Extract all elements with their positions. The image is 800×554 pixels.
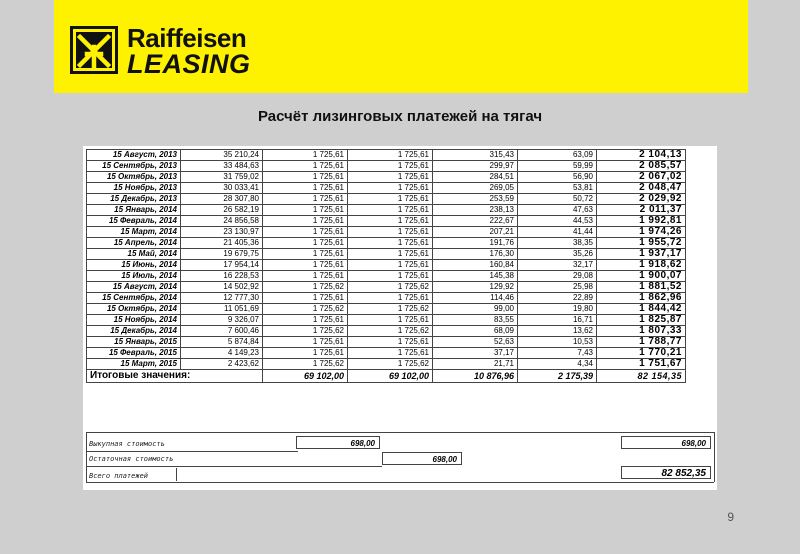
table-cell: 33 484,63	[181, 161, 263, 172]
buyout-rule	[86, 451, 298, 452]
totals-label: Итоговые значения:	[87, 370, 263, 383]
table-cell: 2 029,92	[597, 194, 686, 205]
payment-date-cell: 15 Октябрь, 2014	[87, 304, 181, 315]
table-cell: 207,21	[433, 227, 518, 238]
payment-date-cell: 15 Январь, 2015	[87, 337, 181, 348]
summary-right-rule	[714, 432, 715, 482]
residual-rule	[86, 466, 382, 467]
residual-label: Остаточная стоимость	[89, 455, 174, 463]
table-cell: 1 725,61	[348, 337, 433, 348]
payment-date-cell: 15 Март, 2015	[87, 359, 181, 370]
payment-date-cell: 15 Июль, 2014	[87, 271, 181, 282]
table-cell: 10,53	[518, 337, 597, 348]
table-cell: 1 725,61	[263, 260, 348, 271]
totals-c4: 10 876,96	[433, 370, 518, 383]
table-cell: 299,97	[433, 161, 518, 172]
table-cell: 1 725,61	[263, 161, 348, 172]
table-cell: 1 807,33	[597, 326, 686, 337]
payment-date-cell: 15 Сентябрь, 2014	[87, 293, 181, 304]
payment-date-cell: 15 Ноябрь, 2013	[87, 183, 181, 194]
table-cell: 1 788,77	[597, 337, 686, 348]
table-cell: 1 725,61	[263, 172, 348, 183]
table-cell: 19 679,75	[181, 249, 263, 260]
table-row	[87, 304, 686, 315]
table-cell: 160,84	[433, 260, 518, 271]
table-cell: 26 582,19	[181, 205, 263, 216]
table-row	[87, 183, 686, 194]
table-row	[87, 359, 686, 370]
table-cell: 1 725,61	[348, 150, 433, 161]
payment-date-cell: 15 Ноябрь, 2014	[87, 315, 181, 326]
summary-bottom-rule	[86, 482, 714, 483]
table-cell: 99,00	[433, 304, 518, 315]
table-cell: 222,67	[433, 216, 518, 227]
table-cell: 1 725,61	[348, 161, 433, 172]
table-cell: 1 725,61	[263, 293, 348, 304]
table-cell: 1 725,62	[348, 326, 433, 337]
table-cell: 1 725,61	[263, 150, 348, 161]
table-cell: 44,53	[518, 216, 597, 227]
table-cell: 1 751,67	[597, 359, 686, 370]
payment-date-cell: 15 Август, 2014	[87, 282, 181, 293]
table-cell: 1 725,61	[348, 216, 433, 227]
table-cell: 1 725,61	[348, 271, 433, 282]
table-cell: 1 725,61	[263, 194, 348, 205]
table-row	[87, 315, 686, 326]
table-cell: 29,08	[518, 271, 597, 282]
payment-date-cell: 15 Август, 2013	[87, 150, 181, 161]
table-cell: 269,05	[433, 183, 518, 194]
table-cell: 83,55	[433, 315, 518, 326]
brand-name-line1: Raiffeisen	[127, 23, 247, 53]
table-cell: 1 725,62	[263, 304, 348, 315]
payment-schedule-sheet	[83, 146, 717, 490]
table-cell: 21 405,36	[181, 238, 263, 249]
table-cell: 9 326,07	[181, 315, 263, 326]
table-cell: 63,09	[518, 150, 597, 161]
table-cell: 1 725,62	[348, 304, 433, 315]
table-cell: 35,26	[518, 249, 597, 260]
table-cell: 284,51	[433, 172, 518, 183]
table-cell: 24 856,58	[181, 216, 263, 227]
buyout-label: Выкупная стоимость	[89, 440, 165, 448]
table-cell: 2 048,47	[597, 183, 686, 194]
table-cell: 1 992,81	[597, 216, 686, 227]
table-cell: 14 502,92	[181, 282, 263, 293]
table-cell: 1 725,61	[263, 205, 348, 216]
table-cell: 17 954,14	[181, 260, 263, 271]
buyout-value-right: 698,00	[621, 436, 711, 449]
totals-c2: 69 102,00	[263, 370, 348, 383]
table-cell: 2 423,62	[181, 359, 263, 370]
payment-date-cell: 15 Апрель, 2014	[87, 238, 181, 249]
totals-c5: 2 175,39	[518, 370, 597, 383]
table-cell: 2 104,13	[597, 150, 686, 161]
table-cell: 1 725,61	[348, 348, 433, 359]
table-cell: 50,72	[518, 194, 597, 205]
table-cell: 1 725,61	[348, 183, 433, 194]
table-row	[87, 216, 686, 227]
table-cell: 1 725,61	[263, 348, 348, 359]
summary-top-rule	[86, 432, 714, 433]
table-cell: 1 974,26	[597, 227, 686, 238]
table-cell: 1 825,87	[597, 315, 686, 326]
grand-total-label: Всего платежей	[89, 472, 149, 480]
table-cell: 1 725,61	[348, 238, 433, 249]
table-cell: 145,38	[433, 271, 518, 282]
table-cell: 1 725,61	[348, 194, 433, 205]
table-cell: 59,99	[518, 161, 597, 172]
table-row	[87, 337, 686, 348]
table-row	[87, 271, 686, 282]
payment-date-cell: 15 Июнь, 2014	[87, 260, 181, 271]
payment-date-cell: 15 Сентябрь, 2013	[87, 161, 181, 172]
table-cell: 56,90	[518, 172, 597, 183]
table-cell: 238,13	[433, 205, 518, 216]
table-cell: 47,63	[518, 205, 597, 216]
table-cell: 28 307,80	[181, 194, 263, 205]
table-cell: 1 918,62	[597, 260, 686, 271]
table-cell: 1 725,61	[263, 216, 348, 227]
payment-date-cell: 15 Январь, 2014	[87, 205, 181, 216]
table-cell: 1 725,61	[263, 249, 348, 260]
totals-row	[87, 370, 686, 383]
table-row	[87, 205, 686, 216]
table-cell: 1 881,52	[597, 282, 686, 293]
table-cell: 1 725,62	[263, 359, 348, 370]
table-cell: 5 874,84	[181, 337, 263, 348]
table-cell: 22,89	[518, 293, 597, 304]
table-cell: 31 759,02	[181, 172, 263, 183]
table-cell: 1 725,62	[263, 282, 348, 293]
payment-date-cell: 15 Февраль, 2015	[87, 348, 181, 359]
table-cell: 1 725,61	[263, 271, 348, 282]
raiffeisen-gable-cross-icon	[70, 26, 118, 74]
table-cell: 1 844,42	[597, 304, 686, 315]
brand-logo-text	[127, 25, 251, 77]
table-cell: 1 725,61	[348, 260, 433, 271]
table-cell: 12 777,30	[181, 293, 263, 304]
table-row	[87, 150, 686, 161]
table-cell: 23 130,97	[181, 227, 263, 238]
table-cell: 1 725,62	[263, 326, 348, 337]
table-row	[87, 238, 686, 249]
table-cell: 1 955,72	[597, 238, 686, 249]
table-row	[87, 293, 686, 304]
table-row	[87, 172, 686, 183]
table-cell: 1 725,61	[348, 293, 433, 304]
table-cell: 1 862,96	[597, 293, 686, 304]
grand-total-label-box	[85, 468, 177, 481]
table-row	[87, 260, 686, 271]
table-cell: 4 149,23	[181, 348, 263, 359]
page-number: 9	[727, 510, 734, 524]
payment-schedule-table	[86, 149, 686, 383]
table-cell: 1 725,61	[263, 315, 348, 326]
table-cell: 1 725,61	[263, 183, 348, 194]
table-cell: 1 725,62	[348, 282, 433, 293]
table-row	[87, 326, 686, 337]
table-cell: 114,46	[433, 293, 518, 304]
table-cell: 32,17	[518, 260, 597, 271]
payment-date-cell: 15 Февраль, 2014	[87, 216, 181, 227]
table-cell: 1 725,61	[263, 227, 348, 238]
buyout-value: 698,00	[296, 436, 380, 449]
table-cell: 38,35	[518, 238, 597, 249]
grand-total-value: 82 852,35	[621, 466, 711, 479]
residual-value: 698,00	[382, 452, 462, 465]
table-cell: 253,59	[433, 194, 518, 205]
table-cell: 1 725,61	[263, 337, 348, 348]
table-row	[87, 282, 686, 293]
table-cell: 11 051,69	[181, 304, 263, 315]
table-row	[87, 161, 686, 172]
table-cell: 16,71	[518, 315, 597, 326]
table-cell: 4,34	[518, 359, 597, 370]
payment-date-cell: 15 Май, 2014	[87, 249, 181, 260]
payment-date-cell: 15 Октябрь, 2013	[87, 172, 181, 183]
table-cell: 1 937,17	[597, 249, 686, 260]
table-cell: 191,76	[433, 238, 518, 249]
totals-c6: 82 154,35	[597, 370, 686, 383]
payment-date-cell: 15 Декабрь, 2013	[87, 194, 181, 205]
table-cell: 1 725,61	[263, 238, 348, 249]
table-cell: 68,09	[433, 326, 518, 337]
table-cell: 1 725,61	[348, 172, 433, 183]
table-cell: 176,30	[433, 249, 518, 260]
table-row	[87, 227, 686, 238]
totals-c3: 69 102,00	[348, 370, 433, 383]
table-cell: 13,62	[518, 326, 597, 337]
table-cell: 129,92	[433, 282, 518, 293]
table-cell: 35 210,24	[181, 150, 263, 161]
table-cell: 1 725,61	[348, 315, 433, 326]
table-cell: 1 725,61	[348, 205, 433, 216]
page-title: Расчёт лизинговых платежей на тягач	[257, 108, 543, 125]
payment-date-cell: 15 Декабрь, 2014	[87, 326, 181, 337]
table-cell: 19,80	[518, 304, 597, 315]
table-cell: 16 228,53	[181, 271, 263, 282]
table-cell: 52,63	[433, 337, 518, 348]
table-cell: 2 011,37	[597, 205, 686, 216]
table-cell: 21,71	[433, 359, 518, 370]
table-cell: 2 085,57	[597, 161, 686, 172]
table-cell: 7 600,46	[181, 326, 263, 337]
table-cell: 7,43	[518, 348, 597, 359]
table-cell: 41,44	[518, 227, 597, 238]
table-row	[87, 194, 686, 205]
brand-name-line2: LEASING	[127, 49, 251, 79]
table-cell: 37,17	[433, 348, 518, 359]
table-cell: 1 725,62	[348, 359, 433, 370]
table-cell: 1 725,61	[348, 249, 433, 260]
table-row	[87, 348, 686, 359]
table-cell: 1 900,07	[597, 271, 686, 282]
table-cell: 25,98	[518, 282, 597, 293]
table-cell: 2 067,02	[597, 172, 686, 183]
table-cell: 30 033,41	[181, 183, 263, 194]
table-row	[87, 249, 686, 260]
table-cell: 53,81	[518, 183, 597, 194]
table-cell: 315,43	[433, 150, 518, 161]
table-cell: 1 725,61	[348, 227, 433, 238]
table-cell: 1 770,21	[597, 348, 686, 359]
payment-date-cell: 15 Март, 2014	[87, 227, 181, 238]
